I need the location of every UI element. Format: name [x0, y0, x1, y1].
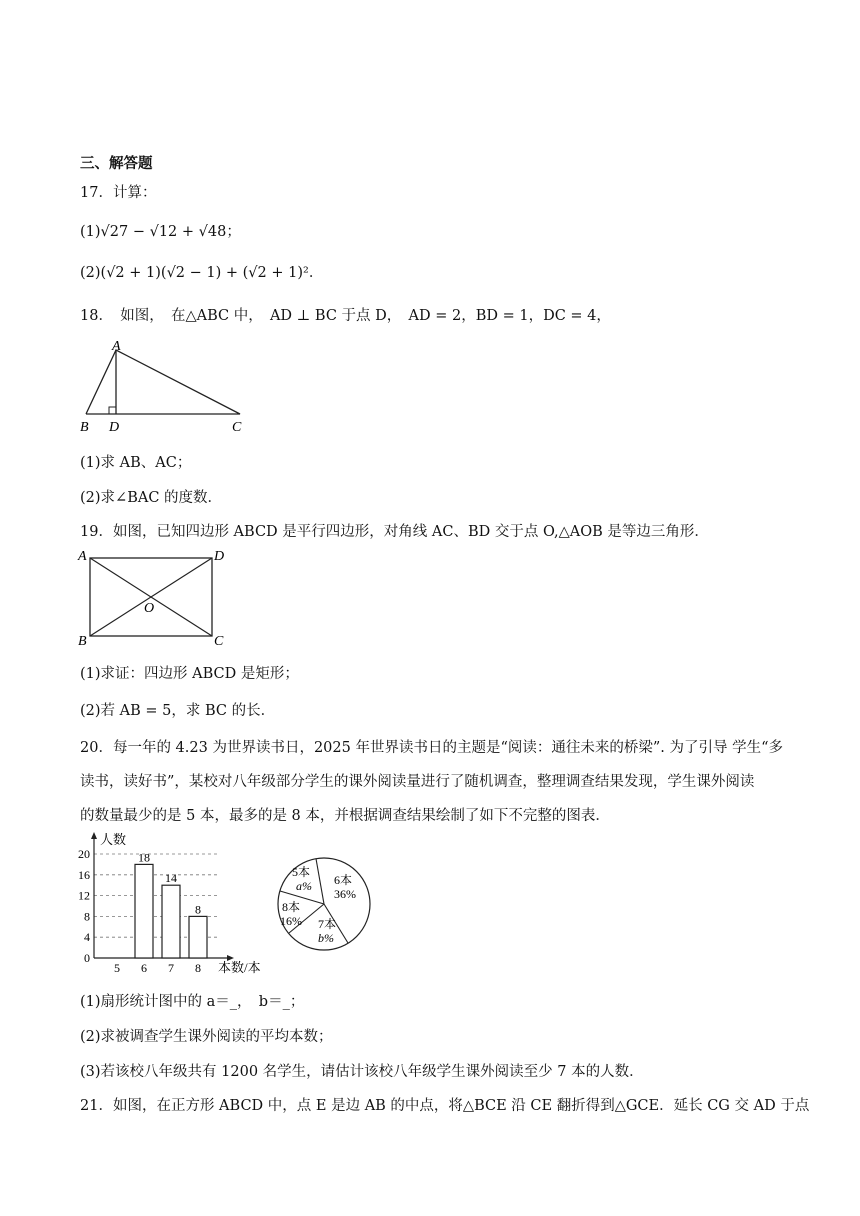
bar-xlabel: 本数/本 — [218, 960, 261, 975]
q17-part1: (1)√27 − √12 + √48； — [80, 224, 241, 240]
label-C: C — [214, 634, 224, 648]
label-D: D — [109, 420, 120, 435]
q19-stem: 19．如图，已知四边形 ABCD 是平行四边形，对角线 AC、BD 交于点 O,△AOB 是等边三角形． — [80, 524, 709, 540]
q20-part1: (1)扇形统计图中的 a＝_， b＝_； — [80, 994, 305, 1010]
pie-slice-8-value: 16% — [280, 914, 302, 928]
y-tick-label: 16 — [78, 867, 90, 882]
y-tick-label: 12 — [78, 888, 90, 903]
label-B: B — [80, 420, 89, 435]
q19-rectangle-figure — [76, 544, 236, 648]
label-C: C — [232, 420, 242, 435]
label-A: A — [112, 339, 121, 354]
q18-part1: (1)求 AB、AC； — [80, 455, 192, 471]
label-O: O — [144, 601, 155, 616]
q20-part3: (3)若该校八年级共有 1200 名学生，请估计该校八年级学生课外阅读至少 7 本的人数． — [80, 1064, 644, 1080]
y-tick-label: 0 — [84, 951, 90, 965]
section-title: 三、解答题 — [80, 156, 153, 172]
q17-stem: 17．计算： — [80, 185, 157, 201]
pie-slice-7-label: 7本 — [318, 917, 337, 931]
bar-7 — [162, 885, 180, 958]
q21-line1: 21．如图，在正方形 ABCD 中，点 E 是边 AB 的中点，将△BCE 沿 CE 翻折得到△GCE．延长 CG 交 AD 于点 — [80, 1098, 810, 1114]
q19-part1: (1)求证：四边形 ABCD 是矩形； — [80, 666, 299, 682]
q20-part2: (2)求被调查学生课外阅读的平均本数； — [80, 1029, 333, 1045]
label-B: B — [78, 634, 87, 648]
bar-6 — [135, 864, 153, 958]
bar-ylabel: 人数 — [100, 832, 127, 847]
q18-stem: 18． 如图， 在△ABC 中， AD ⊥ BC 于点 D， AD = 2，BD = 1，DC = 4， — [80, 308, 611, 324]
bar-data-label: 8 — [195, 902, 201, 917]
pie-slice-6-label: 6本 — [334, 873, 353, 887]
q20-line1: 20．每一年的 4.23 为世界读书日，2025 年世界读书日的主题是“阅读：通往未来的桥梁”. 为了引导 学生“多 — [80, 740, 784, 756]
pie-slice-5-label: 5本 — [292, 865, 311, 879]
q19-part2: (2)若 AB = 5，求 BC 的长． — [80, 703, 276, 719]
pie-slice-6-value: 36% — [334, 887, 356, 901]
y-tick-label: 4 — [84, 930, 90, 945]
x-tick-label: 5 — [114, 961, 120, 975]
x-tick-label: 6 — [141, 961, 147, 975]
bar-chart — [70, 828, 280, 978]
label-D: D — [214, 549, 225, 564]
x-tick-label: 8 — [195, 961, 201, 975]
bar-data-label: 18 — [138, 850, 150, 865]
bar-8 — [189, 916, 207, 958]
y-tick-label: 20 — [78, 847, 90, 861]
x-tick-label: 7 — [168, 961, 174, 975]
q18-triangle-figure — [76, 336, 256, 436]
pie-slice-8-label: 8本 — [282, 900, 301, 914]
q17-part2: (2)(√2 + 1)(√2 − 1) + (√2 + 1)²． — [80, 265, 324, 281]
q20-line2: 读书，读好书”，某校对八年级部分学生的课外阅读量进行了随机调查，整理调查结果发现，学生课外阅读 — [80, 774, 755, 790]
y-tick-label: 8 — [84, 909, 90, 924]
pie-slice-5-value: a% — [296, 879, 312, 893]
q20-line3: 的数量最少的是 5 本，最多的是 8 本，并根据调查结果绘制了如下不完整的图表． — [80, 808, 610, 824]
label-A: A — [78, 549, 87, 564]
pie-slice-7-value: b% — [318, 931, 334, 945]
bar-data-label: 14 — [165, 871, 177, 886]
pie-chart — [276, 856, 376, 952]
q18-part2: (2)求∠BAC 的度数． — [80, 490, 223, 506]
